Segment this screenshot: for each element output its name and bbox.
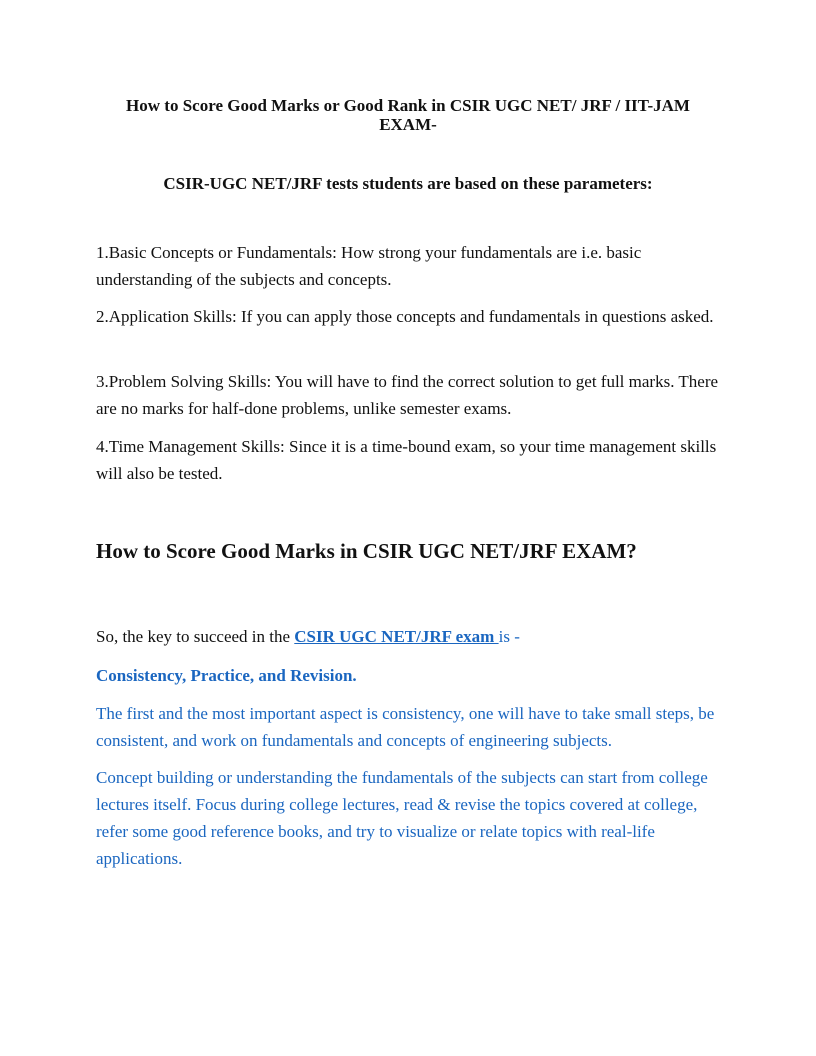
key-suffix: is - <box>498 627 520 646</box>
paragraph-concept-building: Concept building or understanding the fundamentals of the subjects can start from college lectures itself. Focus during college lectures, read & revise the topics covered at college, refer some good reference books, and try to visualize or relate topics with real-life applications. <box>96 768 708 868</box>
section-heading: How to Score Good Marks in CSIR UGC NET/JRF EXAM? <box>96 539 637 563</box>
exam-link[interactable]: CSIR UGC NET/JRF exam <box>294 627 499 646</box>
key-sentence <box>96 623 720 650</box>
parameter-item-3: 3.Problem Solving Skills: You will have to find the correct solution to get full marks. There are no marks for half-done problems, unlike semester exams. <box>96 372 719 418</box>
paragraph-consistency: The first and the most important aspect is consistency, one will have to take small steps, be consistent, and work on fundamentals and concepts of engineering subjects. <box>96 704 715 750</box>
parameter-item-4: 4.Time Management Skills: Since it is a time-bound exam, so your time management skills will also be tested. <box>96 437 717 483</box>
parameter-item-1: 1.Basic Concepts or Fundamentals: How strong your fundamentals are i.e. basic understanding of the subjects and concepts. <box>96 243 642 289</box>
parameter-item-2: 2.Application Skills: If you can apply those concepts and fundamentals in questions asked. <box>96 307 714 326</box>
document-subtitle: CSIR-UGC NET/JRF tests students are based on these parameters: <box>163 174 653 193</box>
key-prefix: So, the key to succeed in the <box>96 627 295 646</box>
document-title: How to Score Good Marks or Good Rank in CSIR UGC NET/ JRF / IIT-JAM EXAM- <box>126 96 690 134</box>
highlight-text: Consistency, Practice, and Revision. <box>96 666 357 685</box>
